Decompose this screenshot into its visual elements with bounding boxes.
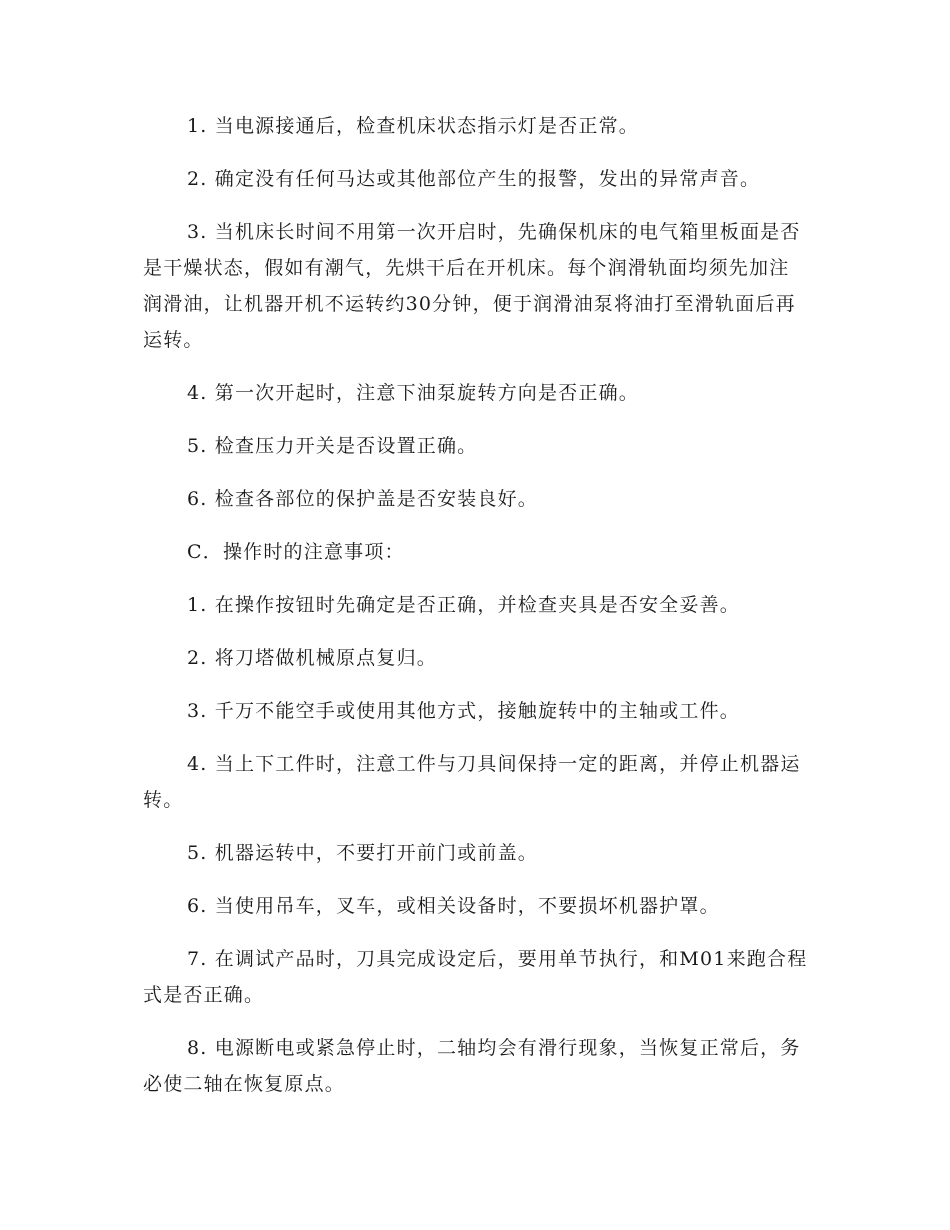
paragraph-12: 6. 当使用吊车，叉车，或相关设备时，不要损坏机器护罩。 xyxy=(187,895,720,917)
paragraph-4: 4. 第一次开起时，注意下油泵旋转方向是否正确。 xyxy=(187,382,639,404)
paragraph-5: 5. 检查压力开关是否设置正确。 xyxy=(187,435,478,457)
document-body xyxy=(143,108,808,1102)
paragraph-11: 5. 机器运转中，不要打开前门或前盖。 xyxy=(187,842,538,864)
paragraph-6: 6. 检查各部位的保护盖是否安装良好。 xyxy=(187,488,538,510)
paragraph-9: 3. 千万不能空手或使用其他方式，接触旋转中的主轴或工件。 xyxy=(187,700,740,722)
paragraph-2: 2. 确定没有任何马达或其他部位产生的报警，发出的异常声音。 xyxy=(187,168,761,190)
paragraph-7: 1. 在操作按钮时先确定是否正确，并检查夹具是否安全妥善。 xyxy=(187,594,740,616)
paragraph-10: 4. 当上下工件时，注意工件与刀具间保持一定的距离，并停止机器运转。 xyxy=(143,753,801,811)
section-heading-operation-notes: C．操作时的注意事项： xyxy=(187,541,405,563)
paragraph-3: 3. 当机床长时间不用第一次开启时，先确保机床的电气箱里板面是否是干燥状态，假如有潮气，先烘干后在开机床。每个润滑轨面均须先加注润滑油，让机器开机不运转约30分钟，便于润滑油泵将油打至滑轨面后再运转。 xyxy=(143,221,801,351)
paragraph-8: 2. 将刀塔做机械原点复归。 xyxy=(187,647,437,669)
paragraph-14: 8. 电源断电或紧急停止时，二轴均会有滑行现象，当恢复正常后，务必使二轴在恢复原点。 xyxy=(143,1037,801,1095)
paragraph-1: 1. 当电源接通后，检查机床状态指示灯是否正常。 xyxy=(187,115,639,137)
paragraph-13: 7. 在调试产品时，刀具完成设定后，要用单节执行，和M01来跑合程式是否正确。 xyxy=(143,948,808,1006)
